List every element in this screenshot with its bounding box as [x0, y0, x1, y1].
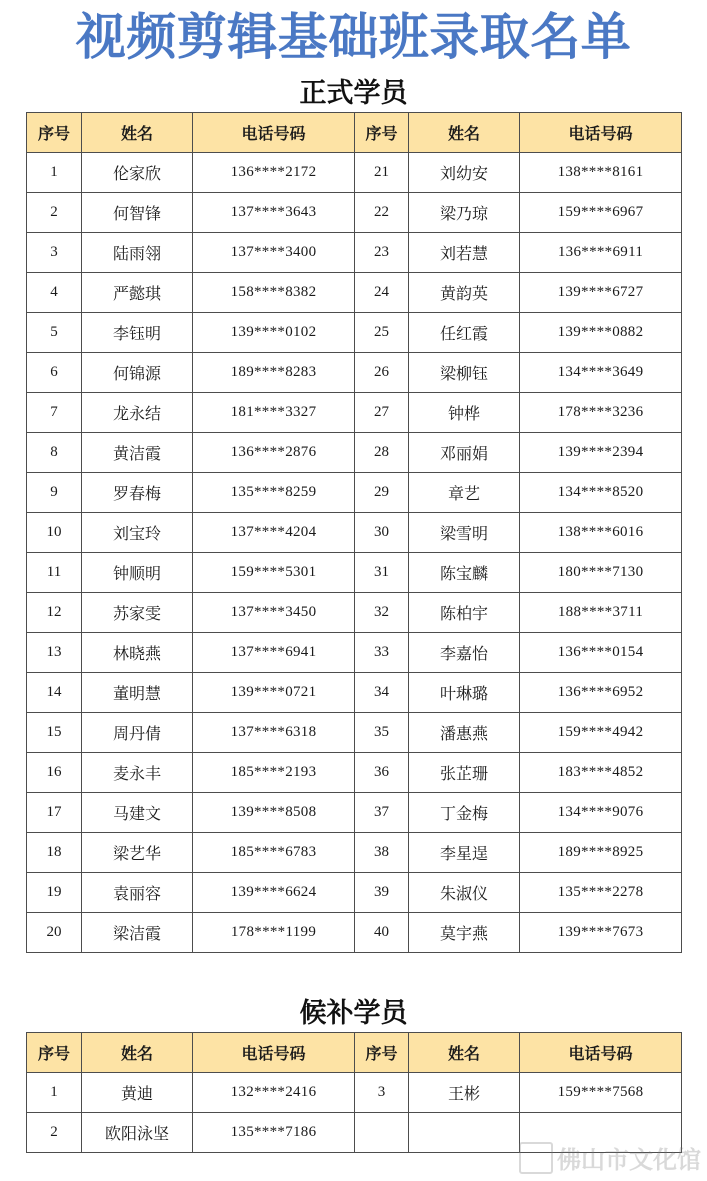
- table-row: [27, 593, 682, 633]
- table-row: [27, 753, 682, 793]
- cell-name: 何锦源: [82, 353, 193, 393]
- header-name: 姓名: [409, 1033, 520, 1073]
- cell-name: 梁艺华: [82, 833, 193, 873]
- table-row: [27, 873, 682, 913]
- cell-phone: 185****6783: [193, 833, 355, 873]
- formal-student-table: [26, 112, 682, 953]
- cell-phone: 139****6727: [520, 273, 682, 313]
- cell-phone: 159****6967: [520, 193, 682, 233]
- cell-name: 董明慧: [82, 673, 193, 713]
- table-row: [27, 273, 682, 313]
- cell-index: 22: [355, 193, 409, 233]
- table-row: [27, 473, 682, 513]
- cell-name: 李钰明: [82, 313, 193, 353]
- formal-section-title: 正式学员: [299, 78, 408, 109]
- cell-name: 何智锋: [82, 193, 193, 233]
- cell-index: 30: [355, 513, 409, 553]
- cell-index: 14: [27, 673, 82, 713]
- cell-name: 朱淑仪: [409, 873, 520, 913]
- cell-name: 梁雪明: [409, 513, 520, 553]
- cell-phone: 134****3649: [520, 353, 682, 393]
- cell-name: 龙永结: [82, 393, 193, 433]
- cell-name: 陆雨翎: [82, 233, 193, 273]
- cell-name: 李嘉怡: [409, 633, 520, 673]
- table-row: [27, 673, 682, 713]
- watermark: [519, 1140, 701, 1175]
- header-index: 序号: [27, 1033, 82, 1073]
- cell-index: 29: [355, 473, 409, 513]
- cell-phone: 136****2172: [193, 153, 355, 193]
- waitlist-student-table: [26, 1032, 682, 1153]
- cell-phone: 137****4204: [193, 513, 355, 553]
- cell-name: 梁柳钰: [409, 353, 520, 393]
- cell-phone: 137****3450: [193, 593, 355, 633]
- cell-phone: 189****8283: [193, 353, 355, 393]
- cell-name: 李星逞: [409, 833, 520, 873]
- table-row: [27, 353, 682, 393]
- table-row: [27, 193, 682, 233]
- cell-name: 梁洁霞: [82, 913, 193, 953]
- cell-index: 39: [355, 873, 409, 913]
- cell-index: 24: [355, 273, 409, 313]
- cell-name: 苏家雯: [82, 593, 193, 633]
- table-row: [27, 313, 682, 353]
- cell-phone: 135****7186: [193, 1113, 355, 1153]
- cell-name: 严懿琪: [82, 273, 193, 313]
- cell-phone: 139****2394: [520, 433, 682, 473]
- table-header-row: [27, 1033, 682, 1073]
- header-name: 姓名: [82, 113, 193, 153]
- cell-phone: 183****4852: [520, 753, 682, 793]
- table-header-row: [27, 113, 682, 153]
- cell-phone: 181****3327: [193, 393, 355, 433]
- cell-name: 罗春梅: [82, 473, 193, 513]
- cell-index: 31: [355, 553, 409, 593]
- cell-name: 黄迪: [82, 1073, 193, 1113]
- cell-name: 章艺: [409, 473, 520, 513]
- cell-phone: 138****6016: [520, 513, 682, 553]
- table-row: [27, 393, 682, 433]
- cell-phone: 139****0721: [193, 673, 355, 713]
- cell-name: 刘宝玲: [82, 513, 193, 553]
- cell-index: 6: [27, 353, 82, 393]
- cell-phone: 139****7673: [520, 913, 682, 953]
- cell-phone: 139****0102: [193, 313, 355, 353]
- cell-name: 丁金梅: [409, 793, 520, 833]
- cell-phone: 134****8520: [520, 473, 682, 513]
- cell-phone: 137****3400: [193, 233, 355, 273]
- waitlist-section-title: 候补学员: [299, 998, 408, 1029]
- cell-index: 15: [27, 713, 82, 753]
- cell-phone: 189****8925: [520, 833, 682, 873]
- cell-name: 梁乃琼: [409, 193, 520, 233]
- cell-index: 3: [355, 1073, 409, 1113]
- cell-name: 黄韵英: [409, 273, 520, 313]
- header-name: 姓名: [82, 1033, 193, 1073]
- cell-phone: 137****6941: [193, 633, 355, 673]
- cell-index: 19: [27, 873, 82, 913]
- cell-name: 麦永丰: [82, 753, 193, 793]
- cell-name: 邓丽娟: [409, 433, 520, 473]
- cell-name: 王彬: [409, 1073, 520, 1113]
- cell-index: 20: [27, 913, 82, 953]
- cell-name: 黄洁霞: [82, 433, 193, 473]
- cell-phone: 159****7568: [520, 1073, 682, 1113]
- table-row: [27, 833, 682, 873]
- cell-phone: 136****2876: [193, 433, 355, 473]
- header-phone: 电话号码: [193, 113, 355, 153]
- cell-index: 26: [355, 353, 409, 393]
- cell-phone: 132****2416: [193, 1073, 355, 1113]
- cell-name: 钟桦: [409, 393, 520, 433]
- cell-index: [355, 1113, 409, 1153]
- cell-index: 25: [355, 313, 409, 353]
- cell-phone: 158****8382: [193, 273, 355, 313]
- cell-name: 叶琳璐: [409, 673, 520, 713]
- cell-index: 8: [27, 433, 82, 473]
- cell-phone: 136****6952: [520, 673, 682, 713]
- cell-index: 36: [355, 753, 409, 793]
- cell-index: 9: [27, 473, 82, 513]
- cell-index: 27: [355, 393, 409, 433]
- cell-name: 张芷珊: [409, 753, 520, 793]
- cell-index: 35: [355, 713, 409, 753]
- cell-name: [409, 1113, 520, 1153]
- cell-phone: 136****0154: [520, 633, 682, 673]
- table-row: [27, 633, 682, 673]
- cell-phone: 159****4942: [520, 713, 682, 753]
- table-row: [27, 913, 682, 953]
- cell-index: 7: [27, 393, 82, 433]
- cell-name: 马建文: [82, 793, 193, 833]
- cell-index: 38: [355, 833, 409, 873]
- cell-index: 16: [27, 753, 82, 793]
- watermark-text: 佛山市文化馆: [557, 1145, 701, 1174]
- header-name: 姓名: [409, 113, 520, 153]
- cell-phone: 159****5301: [193, 553, 355, 593]
- cell-name: 陈宝麟: [409, 553, 520, 593]
- cell-index: 12: [27, 593, 82, 633]
- cell-phone: 138****8161: [520, 153, 682, 193]
- table-row: [27, 433, 682, 473]
- table-row: [27, 513, 682, 553]
- cell-name: 任红霞: [409, 313, 520, 353]
- table-row: [27, 1073, 682, 1113]
- cell-phone: 178****1199: [193, 913, 355, 953]
- cell-name: 伦家欣: [82, 153, 193, 193]
- cell-name: 潘惠燕: [409, 713, 520, 753]
- cell-name: 袁丽容: [82, 873, 193, 913]
- cell-index: 34: [355, 673, 409, 713]
- table-row: [27, 793, 682, 833]
- table-row: [27, 153, 682, 193]
- cell-name: 周丹倩: [82, 713, 193, 753]
- cell-phone: 139****6624: [193, 873, 355, 913]
- cell-name: 刘若慧: [409, 233, 520, 273]
- page-title: 视频剪辑基础班录取名单: [75, 7, 632, 66]
- cell-index: 4: [27, 273, 82, 313]
- cell-phone: 135****2278: [520, 873, 682, 913]
- cell-index: 17: [27, 793, 82, 833]
- cell-index: 5: [27, 313, 82, 353]
- cell-phone: 137****6318: [193, 713, 355, 753]
- cell-name: 陈柏宇: [409, 593, 520, 633]
- cell-name: 刘幼安: [409, 153, 520, 193]
- cell-index: 37: [355, 793, 409, 833]
- table-row: [27, 713, 682, 753]
- cell-index: 1: [27, 1073, 82, 1113]
- cell-index: 2: [27, 1113, 82, 1153]
- cell-phone: 139****8508: [193, 793, 355, 833]
- cell-index: 40: [355, 913, 409, 953]
- cell-index: 3: [27, 233, 82, 273]
- cell-index: 21: [355, 153, 409, 193]
- cell-phone: 136****6911: [520, 233, 682, 273]
- cell-phone: 134****9076: [520, 793, 682, 833]
- cell-phone: 135****8259: [193, 473, 355, 513]
- cell-index: 2: [27, 193, 82, 233]
- cell-phone: 188****3711: [520, 593, 682, 633]
- header-phone: 电话号码: [193, 1033, 355, 1073]
- building-logo-icon: [519, 1142, 553, 1174]
- cell-index: 33: [355, 633, 409, 673]
- header-index: 序号: [355, 113, 409, 153]
- cell-name: 莫宇燕: [409, 913, 520, 953]
- header-phone: 电话号码: [520, 113, 682, 153]
- cell-name: 欧阳泳坚: [82, 1113, 193, 1153]
- cell-phone: 137****3643: [193, 193, 355, 233]
- cell-index: 32: [355, 593, 409, 633]
- header-phone: 电话号码: [520, 1033, 682, 1073]
- cell-index: 10: [27, 513, 82, 553]
- cell-phone: 185****2193: [193, 753, 355, 793]
- cell-index: 11: [27, 553, 82, 593]
- cell-phone: 180****7130: [520, 553, 682, 593]
- cell-name: 钟顺明: [82, 553, 193, 593]
- cell-index: 28: [355, 433, 409, 473]
- table-row: [27, 233, 682, 273]
- cell-phone: 178****3236: [520, 393, 682, 433]
- header-index: 序号: [355, 1033, 409, 1073]
- cell-phone: 139****0882: [520, 313, 682, 353]
- cell-index: 18: [27, 833, 82, 873]
- header-index: 序号: [27, 113, 82, 153]
- cell-name: 林晓燕: [82, 633, 193, 673]
- cell-index: 13: [27, 633, 82, 673]
- cell-index: 1: [27, 153, 82, 193]
- cell-index: 23: [355, 233, 409, 273]
- table-row: [27, 553, 682, 593]
